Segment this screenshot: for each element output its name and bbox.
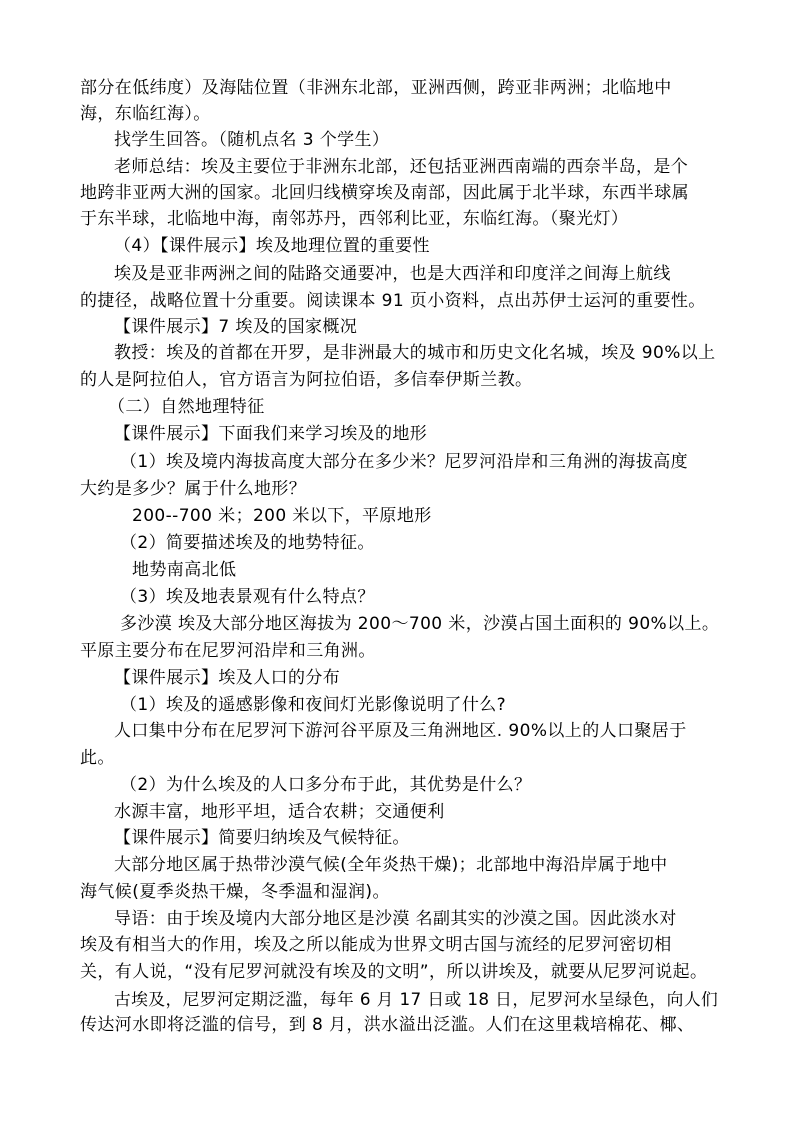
question-line: （1）埃及境内海拔高度大部分在多少米？尼罗河沿岸和三角洲的海拔高度 xyxy=(120,452,689,472)
text-line: 古埃及，尼罗河定期泛滥，每年 6 月 17 日或 18 日，尼罗河水呈绿色，向人们 xyxy=(114,989,719,1009)
text-line: 于东半球，北临地中海，南邻苏丹，西邻利比亚，东临红海。（聚光灯） xyxy=(80,209,629,229)
answer-line: 人口集中分布在尼罗河下游河谷平原及三角洲地区. 90%以上的人口聚居于 xyxy=(114,721,687,741)
text-line: 传达河水即将泛滥的信号，到 8 月，洪水溢出泛滥。人们在这里栽培棉花、椰、 xyxy=(80,1015,695,1035)
text-line: 关，有人说，“没有尼罗河就没有埃及的文明”，所以讲埃及，就要从尼罗河说起。 xyxy=(80,962,708,982)
question-line: （2）为什么埃及的人口多分布于此，其优势是什么？ xyxy=(120,775,532,795)
answer-line: 平原主要分布在尼罗河沿岸和三角洲。 xyxy=(80,641,376,661)
text-line: 找学生回答。（随机点名 3 个学生） xyxy=(114,130,390,150)
section-heading: 【课件展示】简要归纳埃及气候特征。 xyxy=(114,828,410,848)
text-line: 海，东临红海）。 xyxy=(80,104,211,124)
question-line: （2）简要描述埃及的地势特征。 xyxy=(120,533,375,553)
text-line: 地跨非亚两大洲的国家。北回归线横穿埃及南部，因此属于北半球，东西半球属 xyxy=(80,183,689,203)
text-line: 部分在低纬度）及海陆位置（非洲东北部，亚洲西侧，跨亚非两洲；北临地中 xyxy=(80,78,672,98)
text-line: 埃及是亚非两洲之间的陆路交通要冲，也是大西洋和印度洋之间海上航线 xyxy=(114,264,671,284)
answer-line: 此。 xyxy=(80,748,115,768)
text-line: 的捷径，战略位置十分重要。阅读课本 91 页小资料，点出苏伊士运河的重要性。 xyxy=(80,291,706,311)
text-line: 教授：埃及的首都在开罗，是非洲最大的城市和历史文化名城，埃及 90%以上 xyxy=(114,343,716,363)
section-heading: 【课件展示】埃及人口的分布 xyxy=(114,668,341,688)
text-line: 的人是阿拉伯人，官方语言为阿拉伯语，多信奉伊斯兰教。 xyxy=(80,370,533,390)
section-heading: （4）【课件展示】埃及地理位置的重要性 xyxy=(114,236,430,256)
section-heading: （二）自然地理特征 xyxy=(108,397,265,417)
answer-line: 200--700 米；200 米以下，平原地形 xyxy=(132,506,432,526)
section-heading: 【课件展示】7 埃及的国家概况 xyxy=(114,317,358,337)
text-line: 导语：由于埃及境内大部分地区是沙漠 名副其实的沙漠之国。因此淡水对 xyxy=(114,909,677,929)
text-line: 老师总结：埃及主要位于非洲东北部，还包括亚洲西南端的西奈半岛，是个 xyxy=(114,157,689,177)
answer-line: 水源丰富，地形平坦，适合农耕；交通便利 xyxy=(114,802,445,822)
question-line: （3）埃及地表景观有什么特点？ xyxy=(120,587,375,607)
text-line: 埃及有相当大的作用，埃及之所以能成为世界文明古国与流经的尼罗河密切相 xyxy=(80,935,672,955)
answer-line: 地势南高北低 xyxy=(132,560,237,580)
section-heading: 【课件展示】下面我们来学习埃及的地形 xyxy=(114,424,428,444)
question-line: （1）埃及的遥感影像和夜间灯光影像说明了什么? xyxy=(120,695,507,715)
answer-line: 多沙漠 埃及大部分地区海拔为 200～700 米，沙漠占国土面积的 90%以上。 xyxy=(120,614,720,634)
text-line: 海气候(夏季炎热干燥，冬季温和湿润)。 xyxy=(80,882,390,902)
question-line: 大约是多少？属于什么地形？ xyxy=(80,479,307,499)
text-line: 大部分地区属于热带沙漠气候(全年炎热干燥)；北部地中海沿岸属于地中 xyxy=(114,855,668,875)
